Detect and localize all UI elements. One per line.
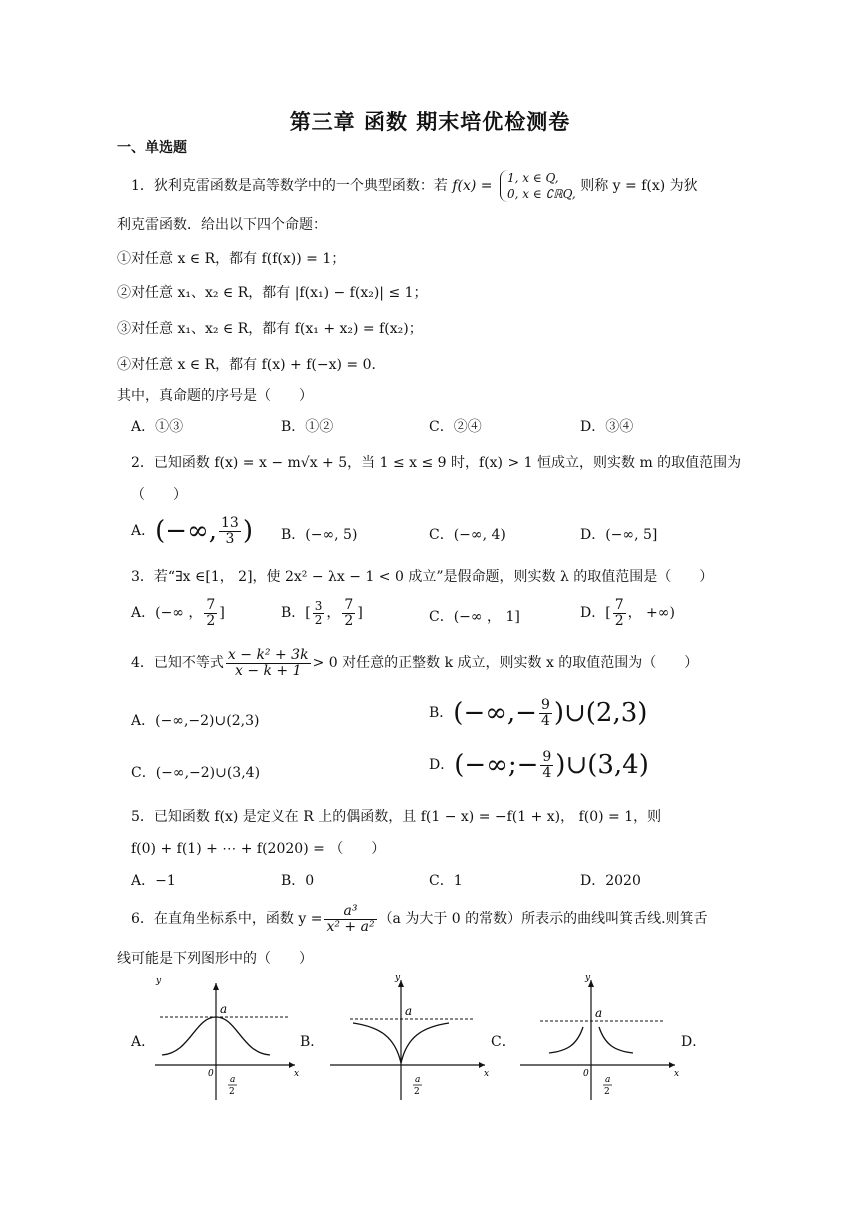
x-label: x <box>674 1069 680 1079</box>
q1-case1: 1, x ∈ Q, <box>507 171 559 185</box>
q1-option-a[interactable]: A．①③ <box>131 419 184 435</box>
q6-option-c[interactable]: C． <box>491 1034 516 1050</box>
q4-b-prefix: B． <box>429 705 454 722</box>
q6-lead: 6．在直角坐标系中，函数 y = <box>131 911 323 928</box>
curve-left <box>549 1027 583 1053</box>
q4-num: x − k² + 3k <box>227 647 309 663</box>
x-label: x <box>484 1069 490 1079</box>
q5-option-b[interactable]: B．0 <box>281 873 315 889</box>
q2-option-a[interactable] <box>131 516 253 546</box>
q1-piecewise <box>500 170 576 202</box>
q4-d-prefix: D． <box>429 757 455 774</box>
q6-stem <box>131 904 708 934</box>
q3-b-frac1 <box>313 600 325 626</box>
origin-label: 0 <box>583 1069 589 1079</box>
q4-option-b[interactable] <box>429 698 647 728</box>
y-label: y <box>156 976 162 986</box>
q1-option-c[interactable]: C．②④ <box>429 419 482 435</box>
q3-option-a[interactable] <box>131 598 225 628</box>
q3-b-close: ] <box>357 605 363 622</box>
page-title: 第三章 函数 期末培优检测卷 <box>289 110 571 134</box>
x-label: x <box>294 1069 300 1079</box>
q3-option-b[interactable] <box>281 598 363 628</box>
q3-b-prefix: B．[ <box>281 605 311 622</box>
q4-tail: > 0 对任意的正整数 k 成立，则实数 x 的取值范围为（ ） <box>312 655 699 672</box>
x-axis-arrow-icon <box>669 1062 675 1068</box>
q4-option-c[interactable]: C．(−∞,−2)∪(3,4) <box>131 765 261 781</box>
q4-den: x − k + 1 <box>234 662 302 679</box>
q1-prop2: ②对任意 x₁、x₂ ∈ R，都有 |f(x₁) − f(x₂)| ≤ 1； <box>117 285 428 301</box>
q2-option-c[interactable]: C．(−∞, 4) <box>429 527 506 543</box>
q6-option-b[interactable]: B． <box>300 1034 325 1050</box>
q2-a-prefix: A． <box>131 523 156 540</box>
q3-a-close: ] <box>219 605 225 622</box>
q4-d-den: 4 <box>542 764 552 781</box>
q6-tail: （a 为大于 0 的常数）所表示的曲线叫箕舌线.则箕舌 <box>378 911 708 928</box>
q1-prop4: ④对任意 x ∈ R，都有 f(x) + f(−x) = 0． <box>117 357 386 373</box>
q4-lead: 4．已知不等式 <box>131 655 224 672</box>
q2-a-open: (−∞, <box>155 516 217 547</box>
q3-a-num: 7 <box>206 597 216 613</box>
half-den: 2 <box>604 1087 610 1097</box>
q2-a-num: 13 <box>220 515 239 531</box>
q2-paren: （ ） <box>131 487 187 503</box>
half-den: 2 <box>414 1087 420 1097</box>
q4-d-close: )∪(3,4) <box>555 750 649 781</box>
q4-b-num: 9 <box>540 697 550 713</box>
q6-graph-c[interactable] <box>515 975 680 1105</box>
q1-case2: 0, x ∈ ∁ℝQ, <box>507 187 576 201</box>
half-num: a <box>230 1075 236 1085</box>
q3-b-den2: 2 <box>344 612 354 629</box>
a-label: a <box>595 1006 603 1020</box>
q1-fx: f(x) = <box>452 178 493 194</box>
q4-d-open: (−∞;− <box>454 750 539 781</box>
q1-lead: 1．狄利克雷函数是高等数学中的一个典型函数：若 <box>131 178 448 194</box>
q4-d-num: 9 <box>542 749 552 765</box>
q5-option-a[interactable]: A．−1 <box>131 873 176 889</box>
q3-d-frac <box>613 598 626 628</box>
section-heading: 一、单选题 <box>117 140 187 156</box>
q2-a-close: ) <box>242 516 253 547</box>
q3-d-close: ， +∞) <box>627 605 675 622</box>
q5-option-d[interactable]: D．2020 <box>580 873 641 889</box>
q6-graph-b[interactable] <box>325 975 490 1105</box>
q3-b-den1: 2 <box>314 612 323 627</box>
q6-option-d[interactable]: D． <box>681 1034 707 1050</box>
x-axis-arrow-icon <box>289 1062 295 1068</box>
q3-d-num: 7 <box>614 597 624 613</box>
q1-option-b[interactable]: B．①② <box>281 419 334 435</box>
q3-a-prefix: A．(−∞ ， <box>131 605 203 622</box>
q4-b-frac <box>539 698 552 728</box>
q3-option-d[interactable] <box>580 598 675 628</box>
q2-option-d[interactable]: D．(−∞, 5] <box>580 527 658 543</box>
curve-right <box>599 1027 633 1053</box>
q5-option-c[interactable]: C．1 <box>429 873 463 889</box>
q3-a-den: 2 <box>206 612 216 629</box>
q1-cont: 利克雷函数．给出以下四个命题： <box>117 217 327 233</box>
q3-d-prefix: D．[ <box>580 605 611 622</box>
q4-b-den: 4 <box>540 712 550 729</box>
q5-cont: f(0) + f(1) + ⋯ + f(2020) = （ ） <box>131 841 386 857</box>
q2-stem: 2．已知函数 f(x) = x − m√x + 5，当 1 ≤ x ≤ 9 时，f(x) > 1 恒成立，则实数 m 的取值范围为 <box>131 455 742 471</box>
q1-stem <box>131 170 698 202</box>
q4-option-d[interactable] <box>429 750 649 780</box>
q1-prop1: ①对任意 x ∈ R，都有 f(f(x)) = 1； <box>117 251 346 267</box>
q3-option-c[interactable]: C．(−∞ ， 1] <box>429 609 520 625</box>
q6-option-a[interactable]: A． <box>131 1034 156 1050</box>
q4-b-open: (−∞,− <box>453 698 537 729</box>
q5-stem: 5．已知函数 f(x) 是定义在 R 上的偶函数，且 f(1 − x) = −f(1 + x)， f(0) = 1，则 <box>131 809 662 825</box>
y-axis-arrow-icon <box>213 983 219 990</box>
q2-a-den: 3 <box>225 530 235 547</box>
q2-option-b[interactable]: B．(−∞, 5) <box>281 527 358 543</box>
q3-b-mid: ， <box>326 605 341 622</box>
half-num: a <box>605 1075 611 1085</box>
q4-b-close: )∪(2,3) <box>553 698 648 729</box>
a-label: a <box>405 1004 413 1018</box>
q6-graph-a[interactable] <box>150 975 300 1105</box>
q1-option-d[interactable]: D．③④ <box>580 419 634 435</box>
q3-b-num1: 3 <box>314 599 323 614</box>
q3-a-frac <box>204 598 217 628</box>
q4-frac <box>226 648 311 678</box>
q6-num: a³ <box>324 904 376 920</box>
q3-d-den: 2 <box>614 612 624 629</box>
q3-stem: 3．若“∃x ∈[1， 2]，使 2x² − λx − 1 < 0 成立”是假命题，则实数 λ 的取值范围是（ ） <box>131 569 714 585</box>
q6-cont: 线可能是下列图形中的（ ） <box>117 951 313 967</box>
q4-option-a[interactable]: A．(−∞,−2)∪(2,3) <box>131 713 260 729</box>
q2-a-frac <box>219 516 241 546</box>
q3-b-frac2 <box>342 598 355 628</box>
q1-tail: 则称 y = f(x) 为狄 <box>580 178 698 194</box>
q1-ask: 其中，真命题的序号是（ ） <box>117 388 313 404</box>
q4-d-frac <box>540 750 553 780</box>
half-num: a <box>415 1075 421 1085</box>
y-label: y <box>585 975 591 983</box>
q6-frac <box>324 904 376 934</box>
q6-den: x² + a² <box>326 918 375 935</box>
x-axis-arrow-icon <box>479 1062 485 1068</box>
half-den: 2 <box>229 1087 235 1097</box>
q4-stem <box>131 648 698 678</box>
origin-label: 0 <box>208 1069 214 1079</box>
a-label: a <box>220 1002 228 1016</box>
y-label: y <box>395 975 401 983</box>
q1-prop3: ③对任意 x₁、x₂ ∈ R，都有 f(x₁ + x₂) = f(x₂)； <box>117 321 423 337</box>
q3-b-num2: 7 <box>344 597 354 613</box>
